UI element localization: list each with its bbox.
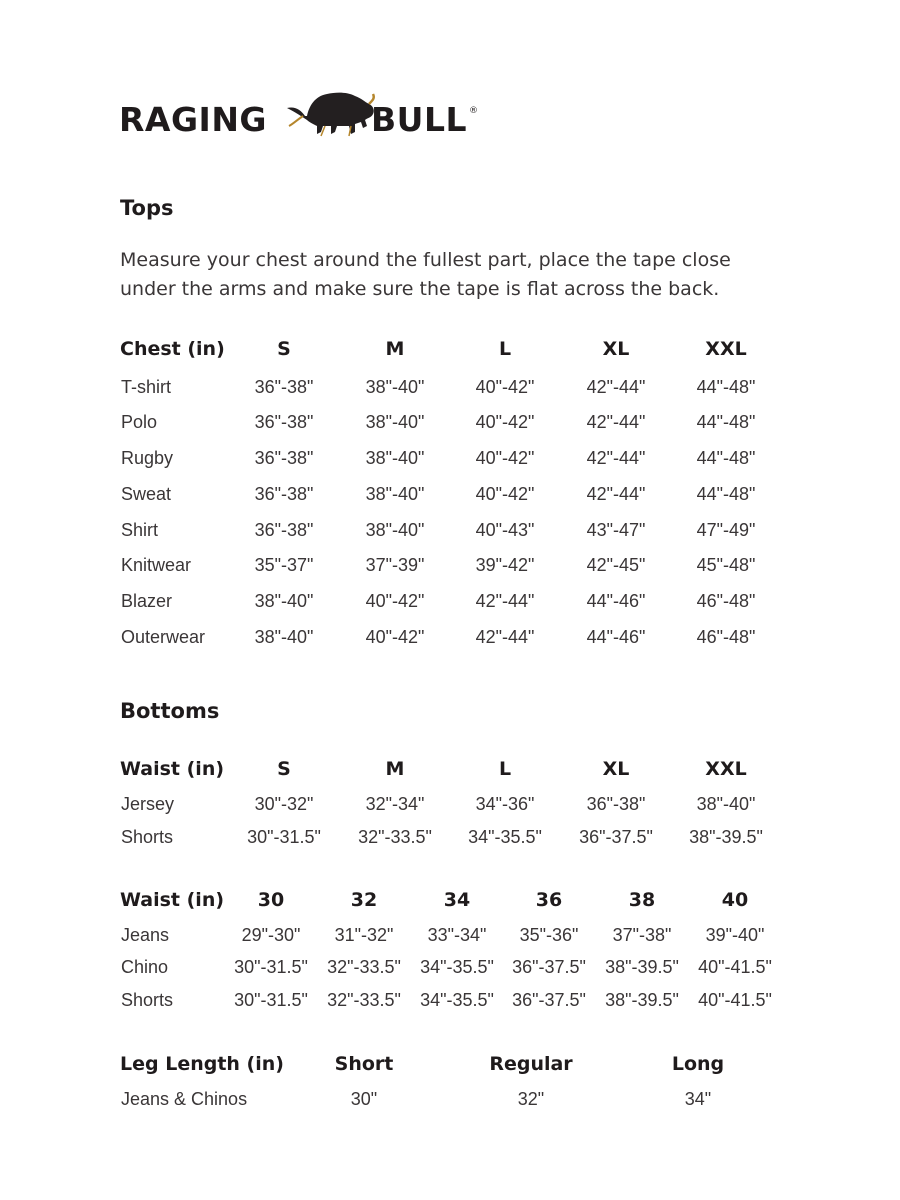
size-value: 38"-40" (365, 484, 425, 504)
size-value: 44"-48" (696, 412, 756, 432)
header-size: XXL (705, 758, 747, 780)
size-value: 38"-39.5" (689, 827, 763, 847)
size-value: 39"-42" (475, 555, 535, 575)
size-value: 38"-40" (365, 448, 425, 468)
bottoms-heading: Bottoms (120, 699, 220, 723)
size-value: 32"-33.5" (327, 957, 401, 977)
size-value: 42"-45" (586, 555, 646, 575)
size-value: 40"-41.5" (698, 957, 772, 977)
bull-icon (285, 86, 377, 142)
header-size: S (277, 758, 291, 780)
size-value: 47"-49" (696, 520, 756, 540)
size-value: 36"-38" (254, 377, 314, 397)
row-label: Jersey (121, 794, 175, 814)
row-label: Chino (121, 957, 169, 977)
registered-mark: ® (469, 106, 478, 116)
header-size: XL (602, 758, 630, 780)
header-size: 36 (535, 889, 563, 911)
table-header-row (0, 1050, 900, 1078)
size-value: 43"-47" (586, 520, 646, 540)
table-row (0, 444, 900, 472)
size-value: 40"-42" (475, 377, 535, 397)
brand-logo (119, 86, 519, 142)
row-label: Shirt (121, 520, 159, 540)
size-value: 46"-48" (696, 627, 756, 647)
header-size: XXL (705, 338, 747, 360)
size-value: 36"-38" (254, 412, 314, 432)
size-value: 40"-42" (475, 412, 535, 432)
size-value: 37"-38" (612, 925, 672, 945)
table-row (0, 823, 900, 851)
size-value: 36"-38" (254, 520, 314, 540)
size-value: 38"-40" (254, 591, 314, 611)
size-value: 36"-37.5" (512, 957, 586, 977)
size-value: 40"-43" (475, 520, 535, 540)
size-value: 38"-40" (696, 794, 756, 814)
table-row (0, 516, 900, 544)
size-value: 38"-40" (365, 377, 425, 397)
size-value: 42"-44" (586, 484, 646, 504)
size-value: 33"-34" (427, 925, 487, 945)
size-value: 34"-35.5" (420, 990, 494, 1010)
table-row (0, 408, 900, 436)
row-label: Jeans & Chinos (121, 1089, 248, 1109)
size-value: 42"-44" (475, 627, 535, 647)
size-value: 32"-33.5" (358, 827, 432, 847)
header-label: Waist (in) (120, 758, 225, 780)
table-header-row (0, 335, 900, 363)
table-row (0, 551, 900, 579)
size-value: 44"-48" (696, 448, 756, 468)
size-value: 30"-31.5" (234, 957, 308, 977)
header-size: M (385, 338, 405, 360)
row-label: Knitwear (121, 555, 192, 575)
row-label: T-shirt (121, 377, 172, 397)
size-value: 36"-38" (254, 484, 314, 504)
size-value: 32"-34" (365, 794, 425, 814)
size-value: 32"-33.5" (327, 990, 401, 1010)
table-row (0, 790, 900, 818)
size-value: 46"-48" (696, 591, 756, 611)
header-size: Regular (489, 1053, 573, 1075)
header-size: XL (602, 338, 630, 360)
row-label: Jeans (121, 925, 170, 945)
header-size: 40 (721, 889, 749, 911)
size-value: 42"-44" (586, 448, 646, 468)
size-value: 32" (517, 1089, 545, 1109)
size-value: 45"-48" (696, 555, 756, 575)
table-row (0, 1085, 900, 1113)
size-value: 30"-32" (254, 794, 314, 814)
row-label: Rugby (121, 448, 174, 468)
table-row (0, 587, 900, 615)
tops-heading: Tops (120, 196, 174, 220)
row-label: Outerwear (121, 627, 206, 647)
size-value: 31"-32" (334, 925, 394, 945)
header-size: L (498, 758, 512, 780)
size-value: 44"-48" (696, 377, 756, 397)
size-value: 40"-42" (475, 484, 535, 504)
brand-word-bull: BULL (371, 100, 468, 139)
tops-intro: Measure your chest around the fullest part, place the tape close under the arms and make sure the tape is flat across the back. (120, 249, 731, 300)
header-size: L (498, 338, 512, 360)
row-label: Shorts (121, 990, 174, 1010)
row-label: Sweat (121, 484, 172, 504)
size-value: 40"-42" (365, 591, 425, 611)
size-value: 40"-42" (475, 448, 535, 468)
table-header-row (0, 886, 900, 914)
size-value: 38"-40" (254, 627, 314, 647)
size-value: 30"-31.5" (234, 990, 308, 1010)
size-value: 44"-46" (586, 627, 646, 647)
header-size: M (385, 758, 405, 780)
size-value: 40"-41.5" (698, 990, 772, 1010)
table-row (0, 953, 900, 981)
row-label: Polo (121, 412, 158, 432)
size-value: 34"-36" (475, 794, 535, 814)
table-row (0, 623, 900, 651)
size-value: 35"-37" (254, 555, 314, 575)
header-label: Leg Length (in) (120, 1053, 284, 1075)
size-value: 38"-40" (365, 520, 425, 540)
size-value: 44"-46" (586, 591, 646, 611)
size-value: 30" (350, 1089, 378, 1109)
table-row (0, 986, 900, 1014)
size-value: 35"-36" (519, 925, 579, 945)
size-value: 44"-48" (696, 484, 756, 504)
size-value: 34"-35.5" (420, 957, 494, 977)
table-header-row (0, 755, 900, 783)
size-value: 36"-37.5" (579, 827, 653, 847)
header-size: 34 (443, 889, 471, 911)
size-value: 36"-38" (254, 448, 314, 468)
table-row (0, 480, 900, 508)
size-value: 37"-39" (365, 555, 425, 575)
size-value: 39"-40" (705, 925, 765, 945)
size-value: 40"-42" (365, 627, 425, 647)
header-size: S (277, 338, 291, 360)
header-size: Long (671, 1053, 725, 1075)
header-size: 30 (257, 889, 285, 911)
header-label: Chest (in) (120, 338, 225, 360)
size-value: 34" (684, 1089, 712, 1109)
brand-word-raging: RAGING (119, 100, 268, 139)
size-value: 36"-37.5" (512, 990, 586, 1010)
table-row (0, 921, 900, 949)
size-value: 42"-44" (586, 377, 646, 397)
size-value: 29"-30" (241, 925, 301, 945)
header-label: Waist (in) (120, 889, 225, 911)
size-value: 38"-39.5" (605, 957, 679, 977)
size-value: 34"-35.5" (468, 827, 542, 847)
size-value: 38"-39.5" (605, 990, 679, 1010)
row-label: Blazer (121, 591, 173, 611)
size-value: 42"-44" (586, 412, 646, 432)
row-label: Shorts (121, 827, 174, 847)
header-size: 32 (350, 889, 378, 911)
size-value: 30"-31.5" (247, 827, 321, 847)
header-size: 38 (628, 889, 656, 911)
table-row (0, 373, 900, 401)
size-value: 42"-44" (475, 591, 535, 611)
header-size: Short (334, 1053, 394, 1075)
size-value: 38"-40" (365, 412, 425, 432)
size-value: 36"-38" (586, 794, 646, 814)
